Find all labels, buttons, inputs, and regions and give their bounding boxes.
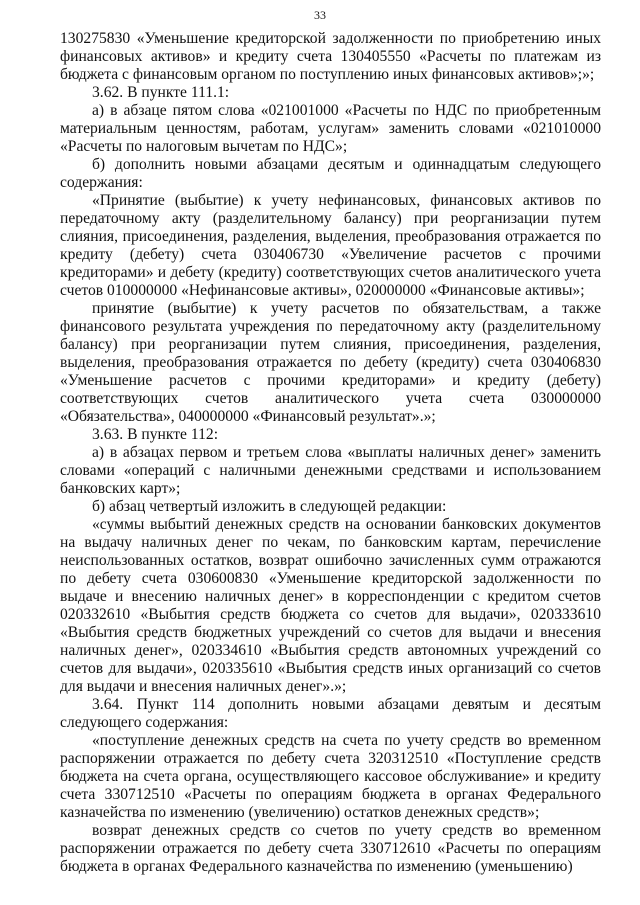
page-number: 33: [314, 8, 326, 22]
paragraph: б) абзац четвертый изложить в следующей редакции:: [92, 498, 447, 515]
paragraph: 130275830 «Уменьшение кредиторской задолженности по приобретению иных финансовых активов» и кредиту счета 130405550 «Расчеты по платежам из бюджета с финансовым органом по поступлению иных финансовых активов»;»;: [60, 30, 601, 83]
paragraph: а) в абзаце пятом слова «021001000 «Расчеты по НДС по приобретенным материальным ценностям, работам, услугам» заменить словами «021010000 «Расчеты по налоговым вычетам по НДС»;: [60, 102, 601, 155]
paragraph: б) дополнить новыми абзацами десятым и одиннадцатым следующего содержания:: [60, 156, 601, 191]
paragraph: «поступление денежных средств на счета по учету средств во временном распоряжении отражается по дебету счета 320312510 «Поступление средств бюджета на счета органа, осуществляющего кассовое обслуживание» и кредиту счета 330712510 «Расчеты по операциям бюджета в органах Федерального казначейства по изменению (увеличению) остатков денежных средств»;: [60, 732, 601, 821]
paragraph: 3.62. В пункте 111.1:: [92, 84, 230, 101]
paragraph: принятие (выбытие) к учету расчетов по обязательствам, а также финансового результата учреждения по передаточному акту (разделительному балансу) при реорганизации путем слияния, присоединения, разделения, выделения, преобразования отражается по дебету (кредиту) счета 030406830 «Уменьшение расчетов с прочими кредиторами» и кредиту (дебету) соответствующих счетов аналитического учета счета 030000000 «Обязательства», 040000000 «Финансовый результат».»;: [60, 300, 601, 425]
paragraph: 3.63. В пункте 112:: [92, 426, 219, 443]
paragraph: 3.64. Пункт 114 дополнить новыми абзацами девятым и десятым следующего содержания:: [60, 696, 601, 731]
paragraph: а) в абзацах первом и третьем слова «выплаты наличных денег» заменить словами «операций с наличными денежными средствами и использованием банковских карт»;: [60, 444, 601, 497]
paragraph: «Принятие (выбытие) к учету нефинансовых, финансовых активов по передаточному акту (разделительному балансу) при реорганизации путем слияния, присоединения, разделения, выделения, преобразования отражается по кредиту (дебету) счета 030406730 «Увеличение расчетов с прочими кредиторами» и дебету (кредиту) соответствующих счетов аналитического учета счетов 010000000 «Нефинансовые активы», 020000000 «Финансовые активы»;: [60, 192, 601, 299]
paragraph: «суммы выбытий денежных средств на основании банковских документов на выдачу наличных денег по чекам, по банковским картам, перечисление неиспользованных остатков, возврат ошибочно зачисленных сумм отражаются по дебету счета 030600830 «Уменьшение кредиторской задолженности по выдаче и внесению наличных денег» в корреспонденции с кредитом счетов 020332610 «Выбытия средств бюджета со счетов для выдачи», 020333610 «Выбытия средств бюджетных учреждений со счетов для выдачи и внесения наличных денег», 020334610 «Выбытия средств автономных учреждений со счетов для выдачи», 020335610 «Выбытия средств иных организаций со счетов для выдачи и внесения наличных денег».»;: [60, 516, 601, 695]
document-body: [60, 30, 601, 876]
paragraph: возврат денежных средств со счетов по учету средств во временном распоряжении отражается по дебету счета 330712610 «Расчеты по операциям бюджета в органах Федерального казначейства по изменению (уменьшению): [60, 822, 601, 875]
